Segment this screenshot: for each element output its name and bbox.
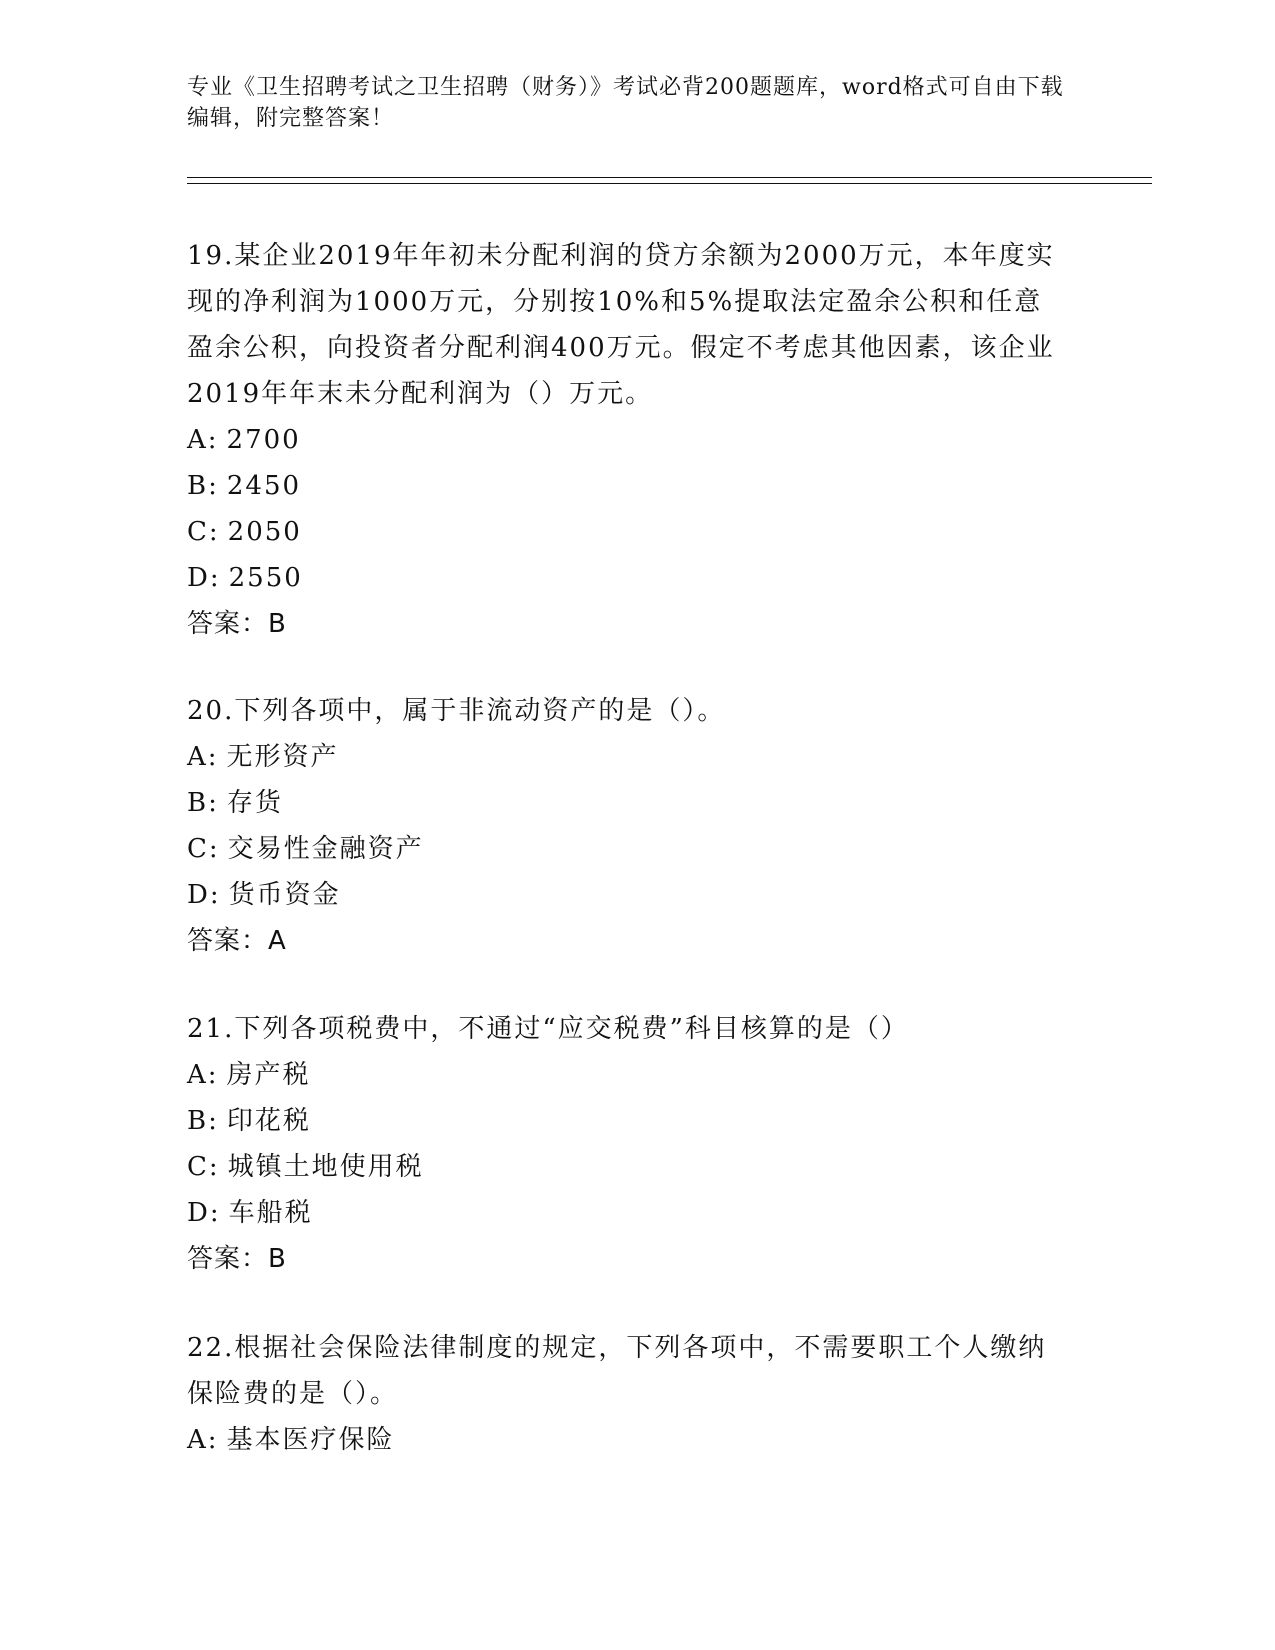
question-stem: 20.下列各项中，属于非流动资产的是（）。 (187, 696, 726, 726)
option-text: 货币资金 (228, 880, 341, 910)
document-header: 专业《卫生招聘考试之卫生招聘（财务）》考试必背200题题库，word格式可自由下载编辑，附完整答案！ (187, 75, 1064, 131)
option-text: 2700 (226, 425, 301, 455)
question-21 (187, 1006, 1067, 1282)
option-letter: B: (187, 1106, 219, 1136)
answer-line: 答案：B (187, 1244, 287, 1274)
option-text: 交易性金融资产 (227, 834, 424, 864)
option-letter: D: (187, 1198, 221, 1228)
option-b (187, 463, 1067, 509)
option-text: 车船税 (228, 1198, 313, 1228)
option-text: 印花税 (226, 1106, 311, 1136)
question-stem: 19.某企业2019年年初未分配利润的贷方余额为2000万元，本年度实现的净利润为1000万元，分别按10%和5%提取法定盈余公积和任意盈余公积，向投资者分配利润400万元。假定不考虑其他因素，该企业2019年年末未分配利润为（）万元。 (187, 241, 1055, 409)
option-text: 存货 (226, 788, 283, 818)
option-letter: B: (187, 788, 219, 818)
answer-line: 答案：A (187, 926, 287, 956)
option-letter: A: (187, 1425, 219, 1455)
question-19 (187, 233, 1067, 647)
option-c (187, 826, 1067, 872)
option-a (187, 734, 1067, 780)
option-text: 房产税 (226, 1060, 311, 1090)
option-d (187, 1190, 1067, 1236)
option-c (187, 1144, 1067, 1190)
option-letter: B: (187, 471, 219, 501)
question-22 (187, 1325, 1067, 1463)
header-divider-top (187, 177, 1152, 178)
option-letter: D: (187, 563, 221, 593)
option-a (187, 417, 1067, 463)
option-b (187, 1098, 1067, 1144)
option-a (187, 1052, 1067, 1098)
option-text: 基本医疗保险 (226, 1425, 395, 1455)
question-stem: 22.根据社会保险法律制度的规定，下列各项中，不需要职工个人缴纳保险费的是（）。 (187, 1333, 1047, 1409)
answer-line: 答案：B (187, 609, 287, 639)
option-a (187, 1417, 1067, 1463)
option-letter: A: (187, 1060, 219, 1090)
option-text: 2050 (227, 517, 302, 547)
option-letter: A: (187, 425, 219, 455)
option-text: 城镇土地使用税 (227, 1152, 424, 1182)
option-b (187, 780, 1067, 826)
option-c (187, 509, 1067, 555)
option-letter: C: (187, 834, 220, 864)
option-letter: C: (187, 1152, 220, 1182)
question-20 (187, 688, 1067, 964)
option-letter: D: (187, 880, 221, 910)
option-text: 2450 (226, 471, 302, 501)
question-stem: 21.下列各项税费中，不通过“应交税费”科目核算的是（） (187, 1014, 909, 1044)
option-d (187, 555, 1067, 601)
option-d (187, 872, 1067, 918)
option-letter: A: (187, 742, 219, 772)
option-text: 2550 (228, 563, 303, 593)
option-text: 无形资产 (226, 742, 339, 772)
header-divider-bottom (187, 183, 1152, 184)
option-letter: C: (187, 517, 220, 547)
